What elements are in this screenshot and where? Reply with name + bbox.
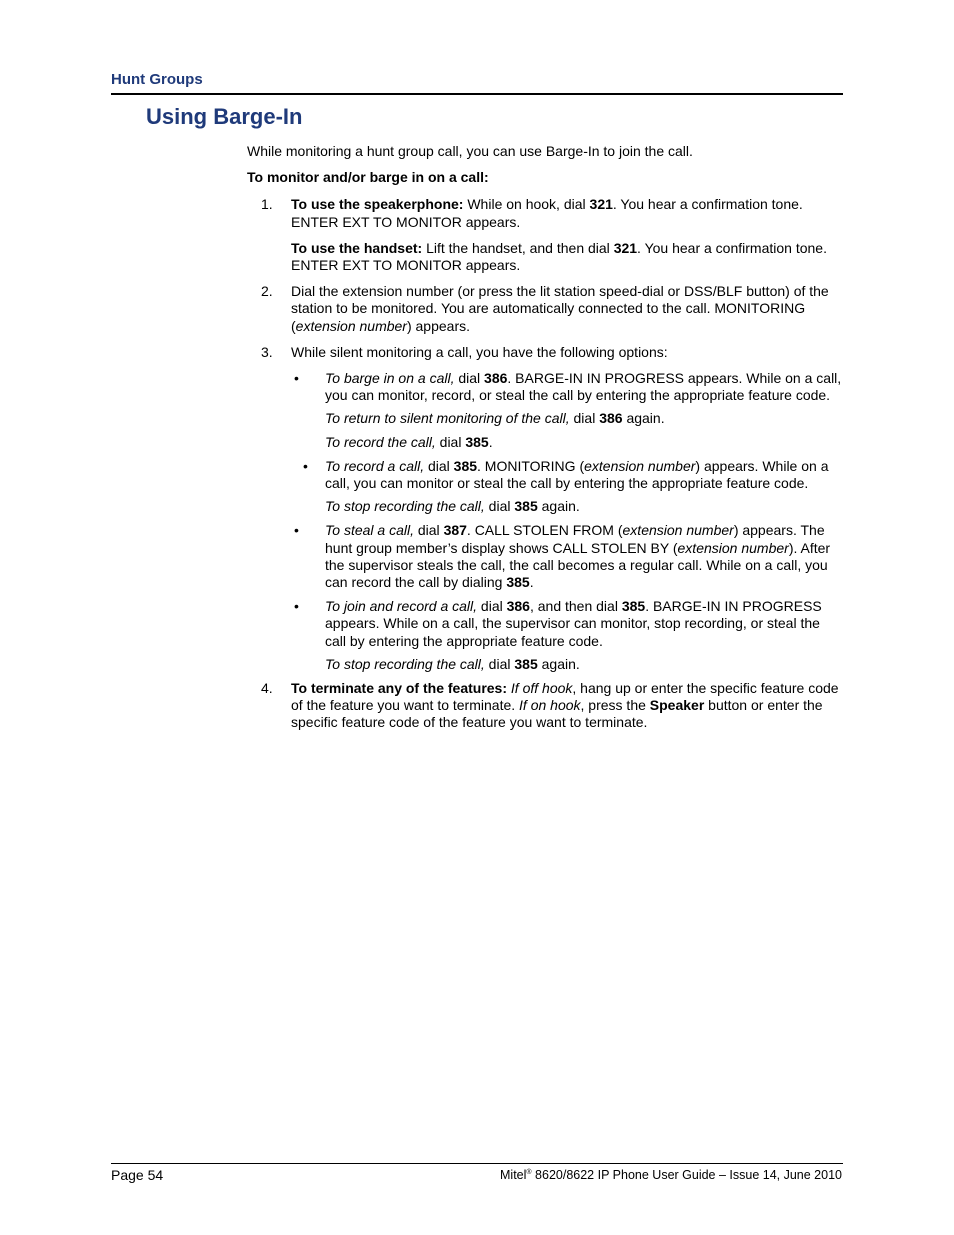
run: again. [622, 410, 665, 427]
run: button or enter the specific feature code of the feature you want to terminate. [291, 697, 823, 731]
step-3 [247, 344, 843, 673]
run: If off hook [510, 680, 573, 697]
run: extension number [677, 539, 789, 556]
run: . BARGE-IN IN PROGRESS appears. While on a call, you can monitor, record, or steal the call by entering the appropriate feature code. [325, 370, 842, 404]
run: 385 [514, 498, 538, 515]
run: , hang up or enter the specific feature code of the feature you want to terminate. [291, 680, 839, 714]
step-1-handset [291, 240, 843, 274]
run: 386 [599, 410, 623, 427]
run: dial [477, 598, 507, 615]
run: To record the call, [325, 433, 436, 450]
run: 386 [484, 370, 508, 387]
run: To record a call, [325, 457, 425, 474]
option-barge-in [291, 370, 843, 451]
option-text [325, 522, 843, 591]
run: dial [413, 522, 444, 539]
run: dial [454, 370, 485, 387]
option-text [325, 656, 843, 673]
run: To use the handset: [291, 239, 423, 256]
run: dial [484, 655, 515, 672]
run: extension number [622, 522, 734, 539]
run: dial [424, 457, 454, 474]
run: dial [484, 498, 515, 515]
run: While on hook, dial [463, 196, 590, 213]
run: . You hear a confirmation tone. ENTER EXT TO MONITOR appears. [291, 196, 803, 230]
bullet-icon: • [294, 522, 299, 539]
run: 321 [589, 196, 613, 213]
step-1 [247, 196, 843, 274]
option-text [325, 434, 843, 451]
run: dial [435, 433, 466, 450]
bullet-icon: • [303, 457, 308, 474]
option-record [291, 458, 843, 516]
option-text [325, 598, 843, 650]
step-2 [247, 283, 843, 335]
guide-title: 8620/8622 IP Phone User Guide – Issue 14, June 2010 [531, 1168, 842, 1182]
run: . [488, 433, 493, 450]
run: To terminate any of the features: [291, 680, 508, 697]
run: To steal a call, [325, 522, 414, 539]
bullet-icon: • [294, 598, 299, 615]
step-number: 4. [261, 680, 273, 697]
run: ) appears. [406, 317, 471, 334]
step-number: 2. [261, 283, 273, 300]
step-number: 1. [261, 196, 273, 213]
run: extension number [295, 317, 407, 334]
brand-name: Mitel [500, 1168, 527, 1182]
run: 385 [453, 457, 478, 474]
run: , press the [580, 697, 650, 714]
run: 386 [506, 598, 530, 615]
step-1-speakerphone [291, 196, 843, 230]
footer-rule [111, 1163, 843, 1164]
run: To barge in on a call, [325, 370, 455, 387]
run: ) appears. The hunt group member’s display shows CALL STOLEN BY ( [325, 522, 825, 556]
step-number: 3. [261, 343, 273, 360]
step-3-text: While silent monitoring a call, you have the following options: [291, 343, 668, 360]
run: , and then dial [529, 598, 622, 615]
run: . You hear a confirmation tone. ENTER EXT TO MONITOR appears. [291, 239, 827, 274]
registered-mark: ® [526, 1168, 532, 1176]
run: . [529, 574, 534, 591]
page-number: Page 54 [111, 1167, 164, 1183]
run: ). After the supervisor steals the call, the call becomes a regular call. While on a call, you can record the call by dialing [325, 539, 831, 591]
run: To stop recording the call, [325, 498, 485, 515]
option-join-record [291, 598, 843, 673]
step-4-text [291, 680, 843, 732]
run: To stop recording the call, [325, 655, 485, 672]
option-text [325, 458, 843, 492]
step-2-text [291, 283, 843, 335]
run: . MONITORING ( [477, 457, 585, 474]
run: Dial the extension number (or press the lit station speed-dial or DSS/BLF button) of the station to be monitored. You are automatically connected to the call. MONITORING ( [291, 283, 829, 334]
body-content [247, 143, 843, 741]
run: 385 [621, 598, 646, 615]
document-title-footer [500, 1168, 842, 1182]
step-4 [247, 680, 843, 732]
run: dial [569, 410, 600, 427]
run: To return to silent monitoring of the call, [325, 410, 570, 427]
run: If on hook [519, 697, 581, 714]
intro-paragraph: While monitoring a hunt group call, you can use Barge-In to join the call. [247, 143, 693, 159]
run: ) appears. While on a call, you can monitor or steal the call by entering the appropriate feature code. [325, 457, 829, 492]
header-rule [111, 93, 843, 95]
run: To use the speakerphone: [291, 196, 464, 213]
run: Speaker [649, 697, 705, 714]
run: Lift the handset, and then dial [422, 239, 614, 256]
run: extension number [584, 457, 696, 474]
page-title: Using Barge-In [146, 104, 303, 129]
run: . BARGE-IN IN PROGRESS appears. While on a call, the supervisor can monitor, stop recording, or steal the call by entering the appropriate feature code. [325, 598, 822, 649]
running-header: Hunt Groups [111, 71, 203, 88]
run: To join and record a call, [325, 598, 478, 615]
run: 385 [514, 655, 538, 672]
option-text [325, 498, 843, 515]
procedure-heading: To monitor and/or barge in on a call: [247, 169, 489, 186]
run: again. [537, 498, 580, 515]
run: 387 [443, 522, 467, 539]
run: 385 [506, 574, 530, 591]
run: 385 [465, 433, 489, 450]
bullet-icon: • [294, 370, 299, 387]
option-text [325, 370, 843, 404]
run: again. [537, 655, 580, 672]
option-text [325, 410, 843, 427]
run: 321 [613, 239, 638, 256]
option-steal [291, 522, 843, 591]
run: . CALL STOLEN FROM ( [466, 522, 623, 539]
